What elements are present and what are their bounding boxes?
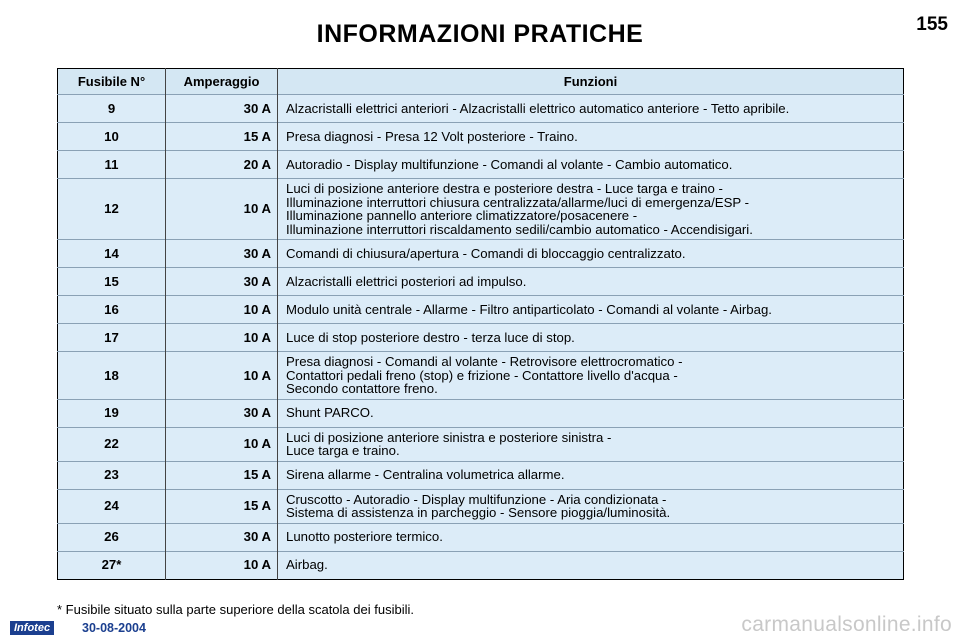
amperage-cell: 10 A bbox=[166, 296, 278, 324]
fuse-table bbox=[57, 68, 904, 580]
table-row bbox=[58, 551, 904, 579]
functions-cell: Luci di posizione anteriore sinistra e posteriore sinistra - Luce targa e traino. bbox=[278, 427, 904, 461]
column-header-functions: Funzioni bbox=[278, 69, 904, 95]
amperage-cell: 10 A bbox=[166, 427, 278, 461]
column-header-fuse-number: Fusibile N° bbox=[58, 69, 166, 95]
functions-cell: Cruscotto - Autoradio - Display multifunzione - Aria condizionata - Sistema di assistenza in parcheggio - Sensore pioggia/luminosità. bbox=[278, 489, 904, 523]
amperage-cell: 10 A bbox=[166, 324, 278, 352]
table-row bbox=[58, 324, 904, 352]
table-body bbox=[58, 95, 904, 580]
table-row bbox=[58, 296, 904, 324]
functions-cell: Comandi di chiusura/apertura - Comandi di bloccaggio centralizzato. bbox=[278, 240, 904, 268]
fuse-number-cell: 14 bbox=[58, 240, 166, 268]
fuse-number-cell: 10 bbox=[58, 123, 166, 151]
footnote: * Fusibile situato sulla parte superiore della scatola dei fusibili. bbox=[57, 602, 414, 617]
table-row bbox=[58, 179, 904, 240]
fuse-number-cell: 12 bbox=[58, 179, 166, 240]
table-row bbox=[58, 95, 904, 123]
table-row bbox=[58, 352, 904, 400]
table-row bbox=[58, 240, 904, 268]
functions-cell: Modulo unità centrale - Allarme - Filtro antiparticolato - Comandi al volante - Airbag. bbox=[278, 296, 904, 324]
fuse-number-cell: 24 bbox=[58, 489, 166, 523]
amperage-cell: 30 A bbox=[166, 268, 278, 296]
functions-cell: Autoradio - Display multifunzione - Comandi al volante - Cambio automatico. bbox=[278, 151, 904, 179]
amperage-cell: 10 A bbox=[166, 352, 278, 400]
fuse-number-cell: 23 bbox=[58, 461, 166, 489]
page-number: 155 bbox=[916, 14, 948, 35]
functions-cell: Luci di posizione anteriore destra e posteriore destra - Luce targa e traino - Illuminazione interruttori chiusura centralizzata/allarme/luci di emergenza/ESP - Illuminazione pannello anteriore climatizzatore/posacenere - Illuminazione interruttori riscaldamento sedili/cambio automatico - Accendisigari. bbox=[278, 179, 904, 240]
page-title: INFORMAZIONI PRATICHE bbox=[316, 20, 644, 48]
amperage-cell: 30 A bbox=[166, 240, 278, 268]
fuse-number-cell: 16 bbox=[58, 296, 166, 324]
functions-cell: Sirena allarme - Centralina volumetrica allarme. bbox=[278, 461, 904, 489]
fuse-number-cell: 17 bbox=[58, 324, 166, 352]
amperage-cell: 30 A bbox=[166, 399, 278, 427]
functions-cell: Luce di stop posteriore destro - terza luce di stop. bbox=[278, 324, 904, 352]
fuse-number-cell: 26 bbox=[58, 523, 166, 551]
fuse-number-cell: 18 bbox=[58, 352, 166, 400]
table-row bbox=[58, 461, 904, 489]
table-row bbox=[58, 268, 904, 296]
functions-cell: Alzacristalli elettrici posteriori ad impulso. bbox=[278, 268, 904, 296]
footer-date: 30-08-2004 bbox=[82, 621, 146, 635]
amperage-cell: 15 A bbox=[166, 461, 278, 489]
functions-cell: Airbag. bbox=[278, 551, 904, 579]
infotec-logo: Infotec bbox=[10, 621, 54, 635]
amperage-cell: 15 A bbox=[166, 489, 278, 523]
functions-cell: Presa diagnosi - Comandi al volante - Retrovisore elettrocromatico - Contattori pedali freno (stop) e frizione - Contattore livello d'acqua - Secondo contattore freno. bbox=[278, 352, 904, 400]
column-header-amperage: Amperaggio bbox=[166, 69, 278, 95]
amperage-cell: 30 A bbox=[166, 95, 278, 123]
table-row bbox=[58, 489, 904, 523]
table-row bbox=[58, 151, 904, 179]
fuse-number-cell: 11 bbox=[58, 151, 166, 179]
table-header-row bbox=[58, 69, 904, 95]
functions-cell: Presa diagnosi - Presa 12 Volt posteriore - Traino. bbox=[278, 123, 904, 151]
fuse-number-cell: 27* bbox=[58, 551, 166, 579]
table-row bbox=[58, 427, 904, 461]
functions-cell: Lunotto posteriore termico. bbox=[278, 523, 904, 551]
functions-cell: Shunt PARCO. bbox=[278, 399, 904, 427]
table-row bbox=[58, 399, 904, 427]
fuse-number-cell: 19 bbox=[58, 399, 166, 427]
table-row bbox=[58, 123, 904, 151]
watermark: carmanualsonline.info bbox=[741, 613, 952, 636]
amperage-cell: 30 A bbox=[166, 523, 278, 551]
fuse-number-cell: 22 bbox=[58, 427, 166, 461]
amperage-cell: 20 A bbox=[166, 151, 278, 179]
fuse-number-cell: 15 bbox=[58, 268, 166, 296]
functions-cell: Alzacristalli elettrici anteriori - Alzacristalli elettrico automatico anteriore - Tetto apribile. bbox=[278, 95, 904, 123]
fuse-number-cell: 9 bbox=[58, 95, 166, 123]
amperage-cell: 10 A bbox=[166, 551, 278, 579]
table-row bbox=[58, 523, 904, 551]
amperage-cell: 10 A bbox=[166, 179, 278, 240]
amperage-cell: 15 A bbox=[166, 123, 278, 151]
